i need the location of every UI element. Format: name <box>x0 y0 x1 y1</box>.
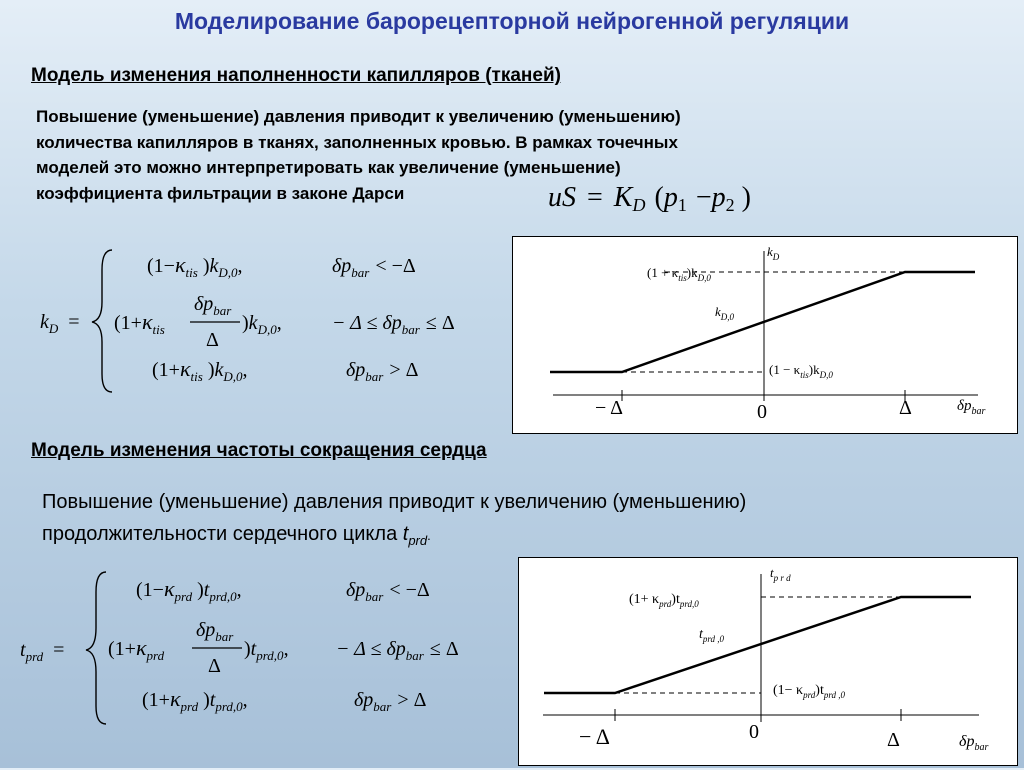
mid-sub: prd ,0 <box>702 634 725 644</box>
lhs: t <box>20 639 26 661</box>
upper-tail: )t <box>671 592 680 607</box>
frac-num-sub: bar <box>213 303 232 318</box>
r1-close: ) <box>197 579 204 601</box>
upper-tail: )k <box>686 265 698 280</box>
r1-coef: (1− <box>136 579 164 601</box>
upper-sub: prd <box>659 599 672 609</box>
t-symbol-sub: prd <box>408 533 428 548</box>
svg-text:δpbar <box>959 733 988 753</box>
t-sub: prd,0 <box>209 589 237 604</box>
section1-line: моделей это можно интерпретировать как увеличение (уменьшение) <box>36 158 621 177</box>
section1-line: количества капилляров в тканях, заполненных кровью. В рамках точечных <box>36 132 678 152</box>
r3-coef: (1+ <box>142 689 170 711</box>
r3-close: ) <box>207 359 215 381</box>
r1-close: ) <box>202 255 210 277</box>
comma: , <box>236 579 242 601</box>
r2-coef: (1+ <box>108 638 136 660</box>
lower-tail-sub: D,0 <box>819 370 833 380</box>
lower-sub: prd <box>803 690 816 700</box>
cond-bar: bar <box>365 589 384 604</box>
kd-piecewise-formula <box>32 240 502 400</box>
frac-num-sub: bar <box>215 629 234 644</box>
t: t <box>250 638 257 660</box>
r2-close: ) <box>242 312 249 334</box>
k-sub: D,0 <box>218 265 238 280</box>
kappa: κ <box>179 356 191 381</box>
darcy-K: K <box>613 182 633 213</box>
upper-tail-sub: prd,0 <box>679 599 699 609</box>
svg-text:(1− κprd)tprd ,0 <box>773 683 846 700</box>
svg-text:(1−κtis )kD,0, <box>147 252 243 282</box>
t-sub: prd,0 <box>215 699 243 714</box>
comma: , <box>242 689 248 711</box>
cond-dp: δp <box>346 359 366 381</box>
section2-line-text: продолжительности сердечного цикла <box>42 523 398 545</box>
y-label-sub: p r d <box>773 573 791 583</box>
x-label-sub: bar <box>974 742 989 753</box>
svg-text:δpbar <box>957 398 985 417</box>
slide-title: Моделирование барорецепторной нейрогенной регуляции <box>174 8 850 34</box>
kappa-sub: prd <box>180 699 199 714</box>
svg-text:kD,0 <box>715 304 735 322</box>
frac-num: δp <box>194 293 214 315</box>
frac-num: δp <box>196 619 216 641</box>
lower-label: (1 − κ <box>769 362 801 377</box>
x-zero-label: 0 <box>749 721 759 743</box>
cond-dp: δp <box>346 579 366 601</box>
svg-text:)tprd,0, <box>244 638 289 663</box>
r3-coef: (1+ <box>152 359 180 381</box>
cond-rel: < −Δ <box>389 579 430 601</box>
svg-text:− Δ ≤ δpbar≤ Δ <box>336 638 459 663</box>
y-label-sub: D <box>772 252 780 262</box>
t: t <box>203 579 210 601</box>
svg-text:(1−κprd )tprd,0, <box>136 576 242 606</box>
cond-right: ≤ Δ <box>429 638 459 660</box>
x-neg-label: − Δ <box>579 724 610 749</box>
x-pos-label: Δ <box>899 397 912 419</box>
cond-rel: > Δ <box>389 359 419 381</box>
section1-line: коэффициента фильтрации в законе Дарси <box>36 183 405 203</box>
cond-right: ≤ Δ <box>425 312 455 334</box>
t: t <box>209 689 216 711</box>
svg-text:)kD,0, <box>242 312 282 337</box>
lhs-sub: prd <box>25 649 44 664</box>
upper-tail-sub: D,0 <box>697 273 711 283</box>
cond-bar: bar <box>373 699 392 714</box>
lower-tail-sub: prd ,0 <box>823 690 846 700</box>
cond-bar: bar <box>365 369 384 384</box>
svg-text:δpbar> Δ <box>346 359 419 384</box>
frac-den: Δ <box>208 655 221 677</box>
svg-text:δpbar> Δ <box>354 689 427 714</box>
darcy-p2: p <box>711 182 726 213</box>
kappa: κ <box>163 576 175 601</box>
darcy-close: ) <box>741 182 751 213</box>
darcy-eq: = <box>587 182 603 213</box>
svg-text:(1 + κtis)kD,0 <box>647 265 711 283</box>
darcy-p2-sub: 2 <box>725 195 735 215</box>
lower-label: (1− κ <box>773 683 804 698</box>
darcy-minus: − <box>695 182 712 213</box>
cond-dp: δp <box>354 689 374 711</box>
lower-tail: )k <box>808 362 820 377</box>
darcy-u: u <box>548 182 562 213</box>
equals: = <box>68 311 80 333</box>
upper-label: (1 + κ <box>647 265 679 280</box>
section2-paragraph <box>42 486 746 557</box>
cond-dp: δp <box>332 255 352 277</box>
k: k <box>209 255 219 277</box>
darcy-S: S <box>562 182 576 213</box>
lhs-sub: D <box>48 321 59 336</box>
x-label-sub: bar <box>971 406 986 417</box>
section2-line: Повышение (уменьшение) давления приводит к увеличению (уменьшению) <box>42 491 747 513</box>
svg-text:δpbar< −Δ <box>332 255 416 280</box>
cond-left: − Δ ≤ δp <box>336 638 406 660</box>
comma: , <box>276 312 282 334</box>
comma: , <box>242 359 248 381</box>
kappa-sub: tis <box>185 265 198 280</box>
kd-curve <box>550 272 975 372</box>
svg-text:kD <box>767 244 780 262</box>
x-label: δp <box>957 398 972 414</box>
cond-left: − Δ ≤ δp <box>332 312 402 334</box>
x-pos-label: Δ <box>887 729 900 751</box>
tprd-graph-panel <box>518 557 1018 766</box>
frac-den: Δ <box>206 329 219 351</box>
k: k <box>248 312 258 334</box>
t-sub: prd,0 <box>256 648 284 663</box>
r2-close: ) <box>244 638 251 660</box>
svg-text:(1+κtis )kD,0, <box>152 356 248 386</box>
svg-text:(1+κprd <box>108 635 165 663</box>
cond-bar: bar <box>401 322 420 337</box>
k-sub: D,0 <box>223 369 243 384</box>
tprd-curve <box>544 597 971 693</box>
kd-graph <box>513 237 1017 433</box>
mid-sub: D,0 <box>720 312 735 322</box>
svg-text:δpbar< −Δ <box>346 579 430 604</box>
section1-heading: Модель изменения наполненности капилляров (тканей) <box>31 65 561 86</box>
lower-sub: tis <box>800 370 809 380</box>
svg-text:tp r d <box>770 565 791 583</box>
mid-label: t <box>699 627 703 642</box>
lhs: k <box>40 311 49 333</box>
darcy-law-formula <box>548 176 798 216</box>
cond-bar: bar <box>351 265 370 280</box>
upper-label: (1+ κ <box>629 592 660 607</box>
x-label: δp <box>959 733 975 750</box>
darcy-K-sub: D <box>632 195 646 215</box>
svg-text:tprd ,0 <box>699 627 725 644</box>
left-brace <box>86 572 106 724</box>
kappa: κ <box>169 686 181 711</box>
lower-tail: )t <box>815 683 824 698</box>
kappa-sub: prd <box>174 589 193 604</box>
tprd-piecewise-formula <box>10 566 510 730</box>
cond-bar: bar <box>405 648 424 663</box>
kappa: κ <box>135 635 147 660</box>
darcy-p1: p <box>663 182 678 213</box>
r1-coef: (1− <box>147 255 175 277</box>
kappa-sub: tis <box>152 322 165 337</box>
cond-rel: > Δ <box>397 689 427 711</box>
svg-text:kD= <box>40 311 80 336</box>
kappa-sub: tis <box>190 369 203 384</box>
left-brace <box>92 250 112 392</box>
tprd-graph <box>519 558 1017 765</box>
kd-graph-panel <box>512 236 1018 434</box>
svg-text:− Δ ≤ δpbar≤ Δ <box>332 312 455 337</box>
svg-text:tprd= <box>20 639 64 664</box>
darcy-p1-sub: 1 <box>677 195 687 215</box>
kappa: κ <box>141 309 153 334</box>
section2-heading: Модель изменения частоты сокращения сердца <box>31 440 487 461</box>
equals: = <box>53 639 65 661</box>
k-sub: D,0 <box>257 322 277 337</box>
svg-text:(1+κtis <box>114 309 165 337</box>
comma: , <box>237 255 243 277</box>
kappa: κ <box>174 252 186 277</box>
y-label: t <box>770 565 774 580</box>
r2-coef: (1+ <box>114 312 142 334</box>
cond-rel: < −Δ <box>375 255 416 277</box>
upper-sub: tis <box>678 273 687 283</box>
svg-text:(1 − κtis)kD,0 <box>769 362 833 380</box>
section1-line: Повышение (уменьшение) давления приводит к увеличению (уменьшению) <box>36 107 681 126</box>
mid-label: k <box>715 304 721 319</box>
period: . <box>427 528 431 543</box>
x-neg-label: − Δ <box>595 397 624 419</box>
svg-text:(1+κprd )tprd,0, <box>142 686 248 716</box>
svg-text:δpbar <box>196 619 234 644</box>
svg-text:δpbar <box>194 293 232 318</box>
r3-close: ) <box>203 689 210 711</box>
x-zero-label: 0 <box>757 401 767 423</box>
section2-line <box>42 518 746 557</box>
y-label: k <box>767 244 773 259</box>
svg-text:uS = KD (p1 −p <box>548 182 751 216</box>
darcy-open: ( <box>654 182 664 213</box>
svg-text:(1+ κprd)tprd,0 <box>629 592 699 609</box>
k: k <box>214 359 224 381</box>
t-symbol: t <box>402 523 409 545</box>
comma: , <box>283 638 289 660</box>
kappa-sub: prd <box>146 648 165 663</box>
